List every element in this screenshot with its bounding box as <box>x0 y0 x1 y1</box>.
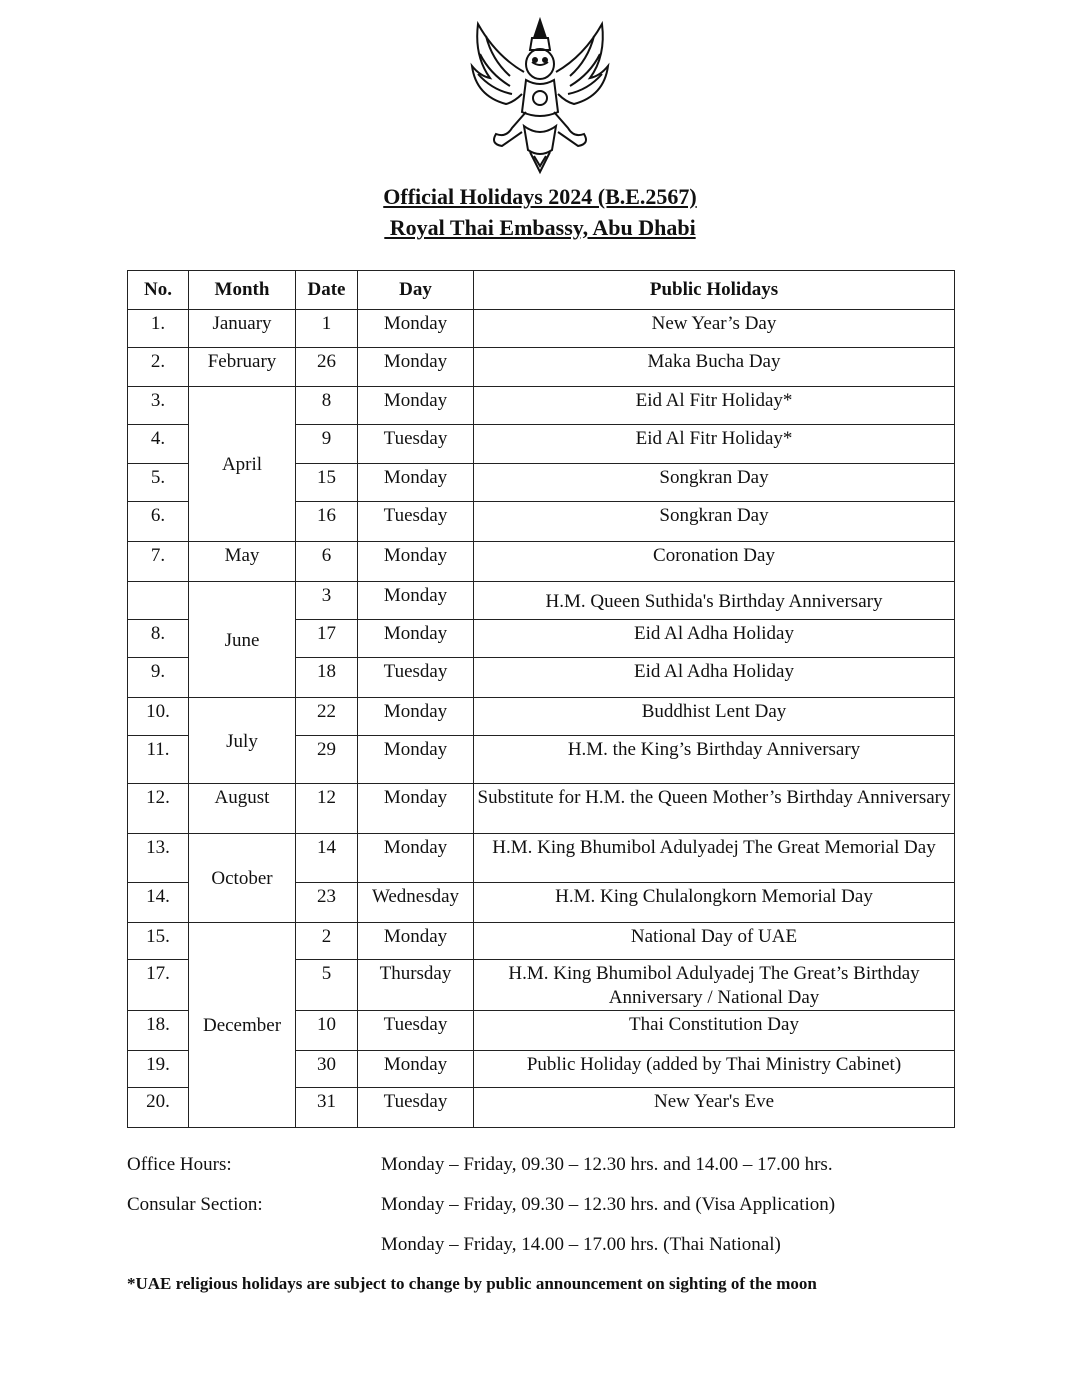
cell-holiday: Coronation Day <box>474 542 955 582</box>
consular-hours-visa: Monday – Friday, 09.30 – 12.30 hrs. and (Visa Application) <box>381 1194 836 1215</box>
document-subtitle: Royal Thai Embassy, Abu Dhabi <box>384 215 696 240</box>
table-row <box>128 784 955 834</box>
cell-day: Tuesday <box>358 1088 474 1128</box>
consular-hours-thai-national: Monday – Friday, 14.00 – 17.00 hrs. (Thai National) <box>381 1234 781 1255</box>
cell-holiday: Eid Al Adha Holiday <box>474 620 955 658</box>
cell-month: January <box>189 310 296 348</box>
cell-date: 18 <box>296 658 358 698</box>
cell-day: Monday <box>358 1051 474 1088</box>
cell-date: 17 <box>296 620 358 658</box>
cell-day: Monday <box>358 348 474 387</box>
cell-no: 2. <box>128 348 189 387</box>
col-header-day: Day <box>358 271 474 310</box>
cell-holiday: Substitute for H.M. the Queen Mother’s Birthday Anniversary <box>474 784 955 834</box>
cell-no: 11. <box>128 736 189 784</box>
cell-day: Monday <box>358 834 474 883</box>
cell-month: June <box>189 582 296 698</box>
cell-date: 22 <box>296 698 358 736</box>
cell-day: Tuesday <box>358 502 474 542</box>
cell-no: 9. <box>128 658 189 698</box>
cell-no: 5. <box>128 464 189 502</box>
cell-date: 15 <box>296 464 358 502</box>
cell-month: May <box>189 542 296 582</box>
document-title: Official Holidays 2024 (B.E.2567) <box>383 184 697 209</box>
cell-holiday: New Year's Eve <box>474 1088 955 1128</box>
cell-no: 10. <box>128 698 189 736</box>
cell-date: 10 <box>296 1011 358 1051</box>
cell-day: Monday <box>358 784 474 834</box>
cell-month: October <box>189 834 296 923</box>
cell-holiday: H.M. King Chulalongkorn Memorial Day <box>474 883 955 923</box>
cell-holiday: Public Holiday (added by Thai Ministry Cabinet) <box>474 1051 955 1088</box>
cell-day: Tuesday <box>358 658 474 698</box>
cell-holiday: Songkran Day <box>474 464 955 502</box>
cell-no: 14. <box>128 883 189 923</box>
cell-date: 16 <box>296 502 358 542</box>
cell-holiday: Thai Constitution Day <box>474 1011 955 1051</box>
cell-date: 2 <box>296 923 358 960</box>
cell-day: Tuesday <box>358 1011 474 1051</box>
col-header-month: Month <box>189 271 296 310</box>
cell-holiday: Maka Bucha Day <box>474 348 955 387</box>
col-header-public-holidays: Public Holidays <box>474 271 955 310</box>
cell-holiday: Eid Al Fitr Holiday* <box>474 425 955 464</box>
cell-holiday: H.M. the King’s Birthday Anniversary <box>474 736 955 784</box>
cell-day: Tuesday <box>358 425 474 464</box>
cell-date: 31 <box>296 1088 358 1128</box>
cell-month: August <box>189 784 296 834</box>
cell-month: April <box>189 387 296 542</box>
cell-holiday: Eid Al Fitr Holiday* <box>474 387 955 425</box>
footnote: *UAE religious holidays are subject to change by public announcement on sighting of the moon <box>127 1274 817 1293</box>
office-hours-label: Office Hours: <box>127 1154 232 1175</box>
table-row <box>128 582 955 620</box>
table-row <box>128 834 955 883</box>
cell-day: Monday <box>358 620 474 658</box>
col-header-no: No. <box>128 271 189 310</box>
table-header-row <box>128 271 955 310</box>
cell-date: 5 <box>296 960 358 1011</box>
cell-no: 13. <box>128 834 189 883</box>
cell-no: 15. <box>128 923 189 960</box>
holidays-table <box>127 270 955 1128</box>
cell-date: 6 <box>296 542 358 582</box>
cell-no: 3. <box>128 387 189 425</box>
cell-no: 12. <box>128 784 189 834</box>
cell-no: 18. <box>128 1011 189 1051</box>
cell-no: 20. <box>128 1088 189 1128</box>
cell-date: 3 <box>296 582 358 620</box>
cell-day: Thursday <box>358 960 474 1011</box>
garuda-emblem-icon <box>466 16 614 176</box>
cell-day: Monday <box>358 310 474 348</box>
cell-day: Wednesday <box>358 883 474 923</box>
cell-no: 17. <box>128 960 189 1011</box>
cell-holiday: H.M. King Bhumibol Adulyadej The Great’s Birthday Anniversary / National Day <box>474 960 955 1011</box>
cell-no <box>128 582 189 620</box>
cell-no: 19. <box>128 1051 189 1088</box>
cell-day: Monday <box>358 387 474 425</box>
cell-day: Monday <box>358 698 474 736</box>
cell-no: 8. <box>128 620 189 658</box>
cell-day: Monday <box>358 923 474 960</box>
cell-date: 29 <box>296 736 358 784</box>
table-row <box>128 698 955 736</box>
cell-date: 1 <box>296 310 358 348</box>
cell-month: February <box>189 348 296 387</box>
cell-no: 6. <box>128 502 189 542</box>
table-row <box>128 310 955 348</box>
cell-date: 23 <box>296 883 358 923</box>
table-row <box>128 542 955 582</box>
cell-day: Monday <box>358 542 474 582</box>
cell-no: 7. <box>128 542 189 582</box>
cell-holiday: New Year’s Day <box>474 310 955 348</box>
table-row <box>128 387 955 425</box>
cell-day: Monday <box>358 582 474 620</box>
cell-holiday: Songkran Day <box>474 502 955 542</box>
cell-date: 30 <box>296 1051 358 1088</box>
cell-date: 12 <box>296 784 358 834</box>
cell-no: 4. <box>128 425 189 464</box>
office-hours-value: Monday – Friday, 09.30 – 12.30 hrs. and 14.00 – 17.00 hrs. <box>381 1154 833 1175</box>
col-header-date: Date <box>296 271 358 310</box>
cell-date: 8 <box>296 387 358 425</box>
cell-date: 9 <box>296 425 358 464</box>
consular-section-label: Consular Section: <box>127 1194 263 1215</box>
cell-holiday: Buddhist Lent Day <box>474 698 955 736</box>
cell-month: July <box>189 698 296 784</box>
cell-day: Monday <box>358 736 474 784</box>
table-row <box>128 348 955 387</box>
cell-holiday: H.M. Queen Suthida's Birthday Anniversary <box>474 582 955 620</box>
cell-holiday: H.M. King Bhumibol Adulyadej The Great Memorial Day <box>474 834 955 883</box>
table-row <box>128 923 955 960</box>
cell-day: Monday <box>358 464 474 502</box>
cell-month: December <box>189 923 296 1128</box>
cell-holiday: Eid Al Adha Holiday <box>474 658 955 698</box>
cell-no: 1. <box>128 310 189 348</box>
cell-date: 26 <box>296 348 358 387</box>
cell-date: 14 <box>296 834 358 883</box>
cell-holiday: National Day of UAE <box>474 923 955 960</box>
